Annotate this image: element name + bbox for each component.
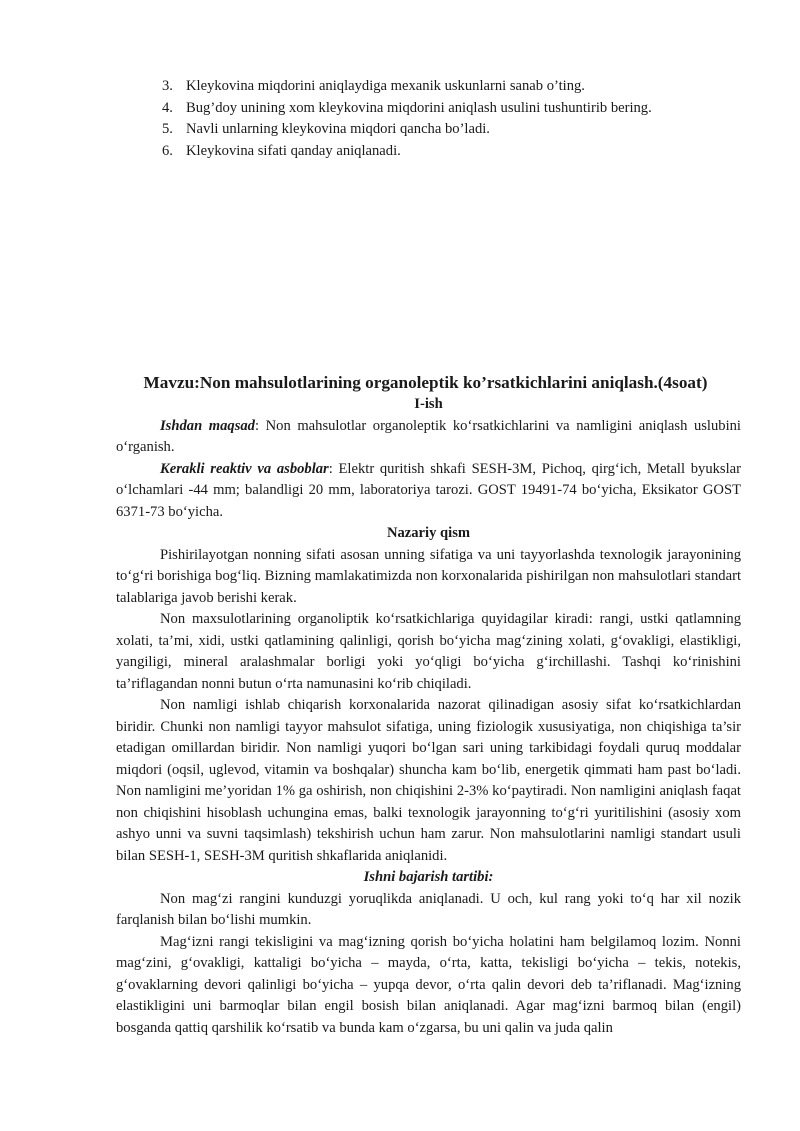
equipment-label: Kerakli reaktiv va asboblar <box>160 460 329 477</box>
aim-label: Ishdan maqsad <box>160 417 255 434</box>
aim-paragraph <box>116 416 741 459</box>
question-list <box>162 76 722 162</box>
list-item: 5. Navli unlarning kleykovina miqdori qancha bo’ladi. <box>162 121 490 137</box>
lesson-content <box>116 372 741 1039</box>
theory-paragraph: Non namligi ishlab chiqarish korxonalarida nazorat qilinadigan asosiy sifat ko‘rsatkichlardan biridir. Chunki non namligi tayyor mahsulot sifatiga, uning fiziologik xususiyatiga, non chiqishiga ta’sir etadigan omillardan biridir. Non namligi yuqori bo‘lgan sari uning tarkibidagi foydali quruq moddalar miqdori (oqsil, uglevod, vitamin va boshqalar) shuncha kam bo‘lib, energetik qimmati ham past bo‘ladi. Non namligini me’yoridan 1% ga oshirish, non chiqishini 2-3% ko‘paytiradi. Non namligini aniqlash faqat non chiqishini hisoblash uchungina emas, balki texnologik jarayonning to‘g‘ri yuritilishini (asosiy xom ashyo unni va suvni taqsimlash) tekshirish uchun ham zarur. Non mahsulotlarini namligi standart usuli bilan SESH-1, SESH-3M quritish shkaflarida aniqlanidi. <box>116 697 741 864</box>
page-title: Mavzu:Non mahsulotlarining organoleptik ko’rsatkichlarini aniqlash.(4soat) <box>143 373 708 392</box>
aim-text: : Non mahsulotlar organoleptik ko‘rsatkichlarini va namligini aniqlash uslubini o‘rganish. <box>116 417 741 455</box>
procedure-heading: Ishni bajarish tartibi: <box>363 869 494 885</box>
procedure-paragraph: Mag‘izni rangi tekisligini va mag‘izning qorish bo‘yicha holatini ham belgilamoq lozim. Nonni mag‘zini, g‘ovakligi, kattaligi bo‘yicha – mayda, o‘rta, katta, tekisligi bo‘yicha – tekis, notekis, g‘ovaklarning devori qalinligi bo‘yicha – yupqa devor, o‘rta qalin devori deb ta’riflanadi. Mag‘izning elastikligini uni barmoqlar bilan engil bosish bilan aniqlanadi. Agar mag‘izni barmoq bilan (engil) bosganda qattiq qarshilik ko‘rsatib va bunda kam o‘zgarsa, bu uni qalin va juda qalin <box>116 933 741 1036</box>
list-item: 3. Kleykovina miqdorini aniqlaydiga mexanik uskunlarni sanab o’ting. <box>162 78 585 94</box>
list-item: 4. Bug’doy unining xom kleykovina miqdorini aniqlash usulini tushuntirib bering. <box>162 99 652 116</box>
procedure-paragraph: Non mag‘zi rangini kunduzgi yoruqlikda aniqlanadi. U och, kul rang yoki to‘q har xil nozik farqlanish bilan bo‘lishi mumkin. <box>116 890 741 928</box>
equipment-paragraph <box>116 459 741 524</box>
equipment-text: : Elektr quritish shkafi SESH-3M, Pichoq, qirg‘ich, Metall byukslar o‘lchamlari -44 mm; balandligi 20 mm, laboratoriya tarozi. GOST 19491-74 bo‘yicha, Eksikator GOST 6371-73 bo‘yicha. <box>116 460 741 520</box>
work-number: I-ish <box>414 396 443 412</box>
theory-paragraph: Pishirilayotgan nonning sifati asosan unning sifatiga va uni tayyorlashda texnologik jarayonining to‘g‘ri borishiga bog‘liq. Bizning mamlakatimizda non korxonalarida pishirilgan non mahsulotlari standart talablariga javob berishi kerak. <box>116 546 741 606</box>
theory-paragraph: Non maxsulotlarining organoliptik ko‘rsatkichlariga quyidagilar kiradi: rangi, ustki qatlamning xolati, ta’mi, xidi, ustki qatlamining qalinligi, qorish bo‘yicha mag‘zining xolati, g‘ovakligi, elastikligi, yangiligi, mineral aralashmalar borligi yoki yo‘qligi bo‘yicha g‘irchillashi. Tashqi ko‘rinishini ta’riflagandan nonni butun o‘rta namunasini ko‘rib chiqiladi. <box>116 611 741 692</box>
list-item: 6. Kleykovina sifati qanday aniqlanadi. <box>162 142 401 159</box>
theory-heading: Nazariy qism <box>386 525 471 541</box>
